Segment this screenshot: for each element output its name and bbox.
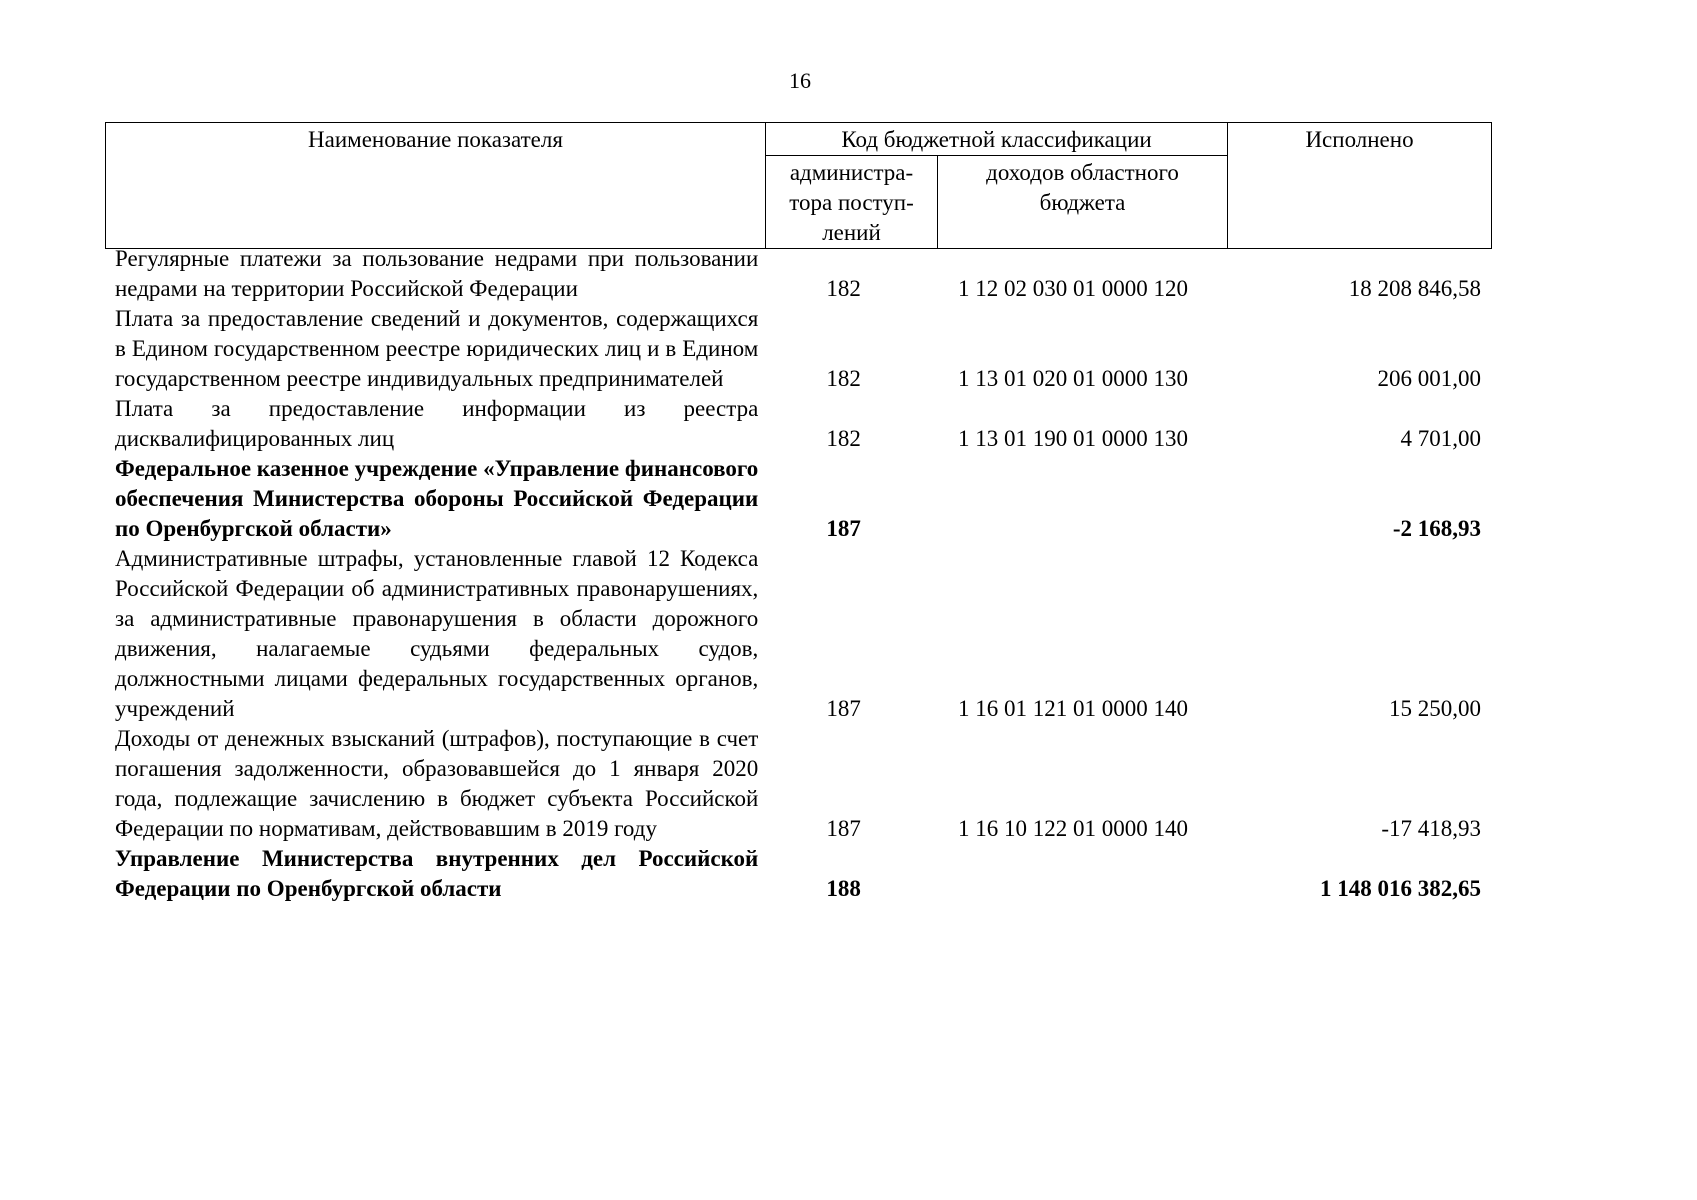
page-number: 16 <box>789 68 811 93</box>
table-body <box>105 244 1491 904</box>
row-name: Федеральное казенное учреждение «Управление финансового обеспечения Министерства обороны Российской Федерации по Оренбургской области» <box>115 456 759 541</box>
row-name: Плата за предоставление сведений и документов, содержащихся в Едином государственном реестре юридических лиц и в Едином государственном реестре индивидуальных предпринимателей <box>115 306 759 391</box>
row-executed: 18 208 846,58 <box>1348 276 1481 301</box>
row-name: Управление Министерства внутренних дел Российской Федерации по Оренбургской области <box>115 846 759 901</box>
table-row <box>105 724 1491 844</box>
row-code: 1 13 01 020 01 0000 130 <box>957 366 1188 391</box>
header-executed: Исполнено <box>1228 123 1492 249</box>
header-name: Наименование показателя <box>106 123 766 249</box>
row-code: 1 13 01 190 01 0000 130 <box>957 426 1188 451</box>
header-admin: администра-тора поступ-лений <box>766 156 938 249</box>
row-admin: 187 <box>826 516 861 541</box>
row-name: Плата за предоставление информации из реестра дисквалифицированных лиц <box>115 396 759 451</box>
table-row <box>105 304 1491 394</box>
row-executed: -17 418,93 <box>1381 816 1481 841</box>
row-executed: 4 701,00 <box>1400 426 1481 451</box>
table-row <box>105 544 1491 724</box>
row-admin: 182 <box>826 426 861 451</box>
row-code: 1 12 02 030 01 0000 120 <box>957 276 1188 301</box>
table-header <box>105 122 1492 249</box>
header-budget-code: Код бюджетной классификации <box>766 123 1228 156</box>
row-admin: 182 <box>826 276 861 301</box>
table-row <box>105 394 1491 454</box>
row-admin: 187 <box>826 816 861 841</box>
row-code: 1 16 01 121 01 0000 140 <box>957 696 1188 721</box>
row-code: 1 16 10 122 01 0000 140 <box>957 816 1188 841</box>
table-row-bold <box>105 844 1491 904</box>
row-executed: 206 001,00 <box>1377 366 1481 391</box>
row-name: Доходы от денежных взысканий (штрафов), поступающие в счет погашения задолженности, образовавшейся до 1 января 2020 года, подлежащие зачислению в бюджет субъекта Российской Федерации по нормативам, действовавшим в 2019 году <box>115 726 759 841</box>
row-admin: 188 <box>826 876 861 901</box>
row-executed: 1 148 016 382,65 <box>1320 876 1481 901</box>
row-name: Регулярные платежи за пользование недрами при пользовании недрами на территории Российской Федерации <box>115 246 759 301</box>
row-executed: 15 250,00 <box>1389 696 1481 721</box>
row-admin: 182 <box>826 366 861 391</box>
header-income: доходов областного бюджета <box>938 156 1228 249</box>
row-name: Административные штрафы, установленные главой 12 Кодекса Российской Федерации об административных правонарушениях, за административные правонарушения в области дорожного движения, налагаемые судьями федеральных судов, должностными лицами федеральных государственных органов, учреждений <box>115 546 759 721</box>
table-row <box>105 244 1491 304</box>
table-row-bold <box>105 454 1491 544</box>
row-executed: -2 168,93 <box>1392 516 1481 541</box>
row-admin: 187 <box>826 696 861 721</box>
